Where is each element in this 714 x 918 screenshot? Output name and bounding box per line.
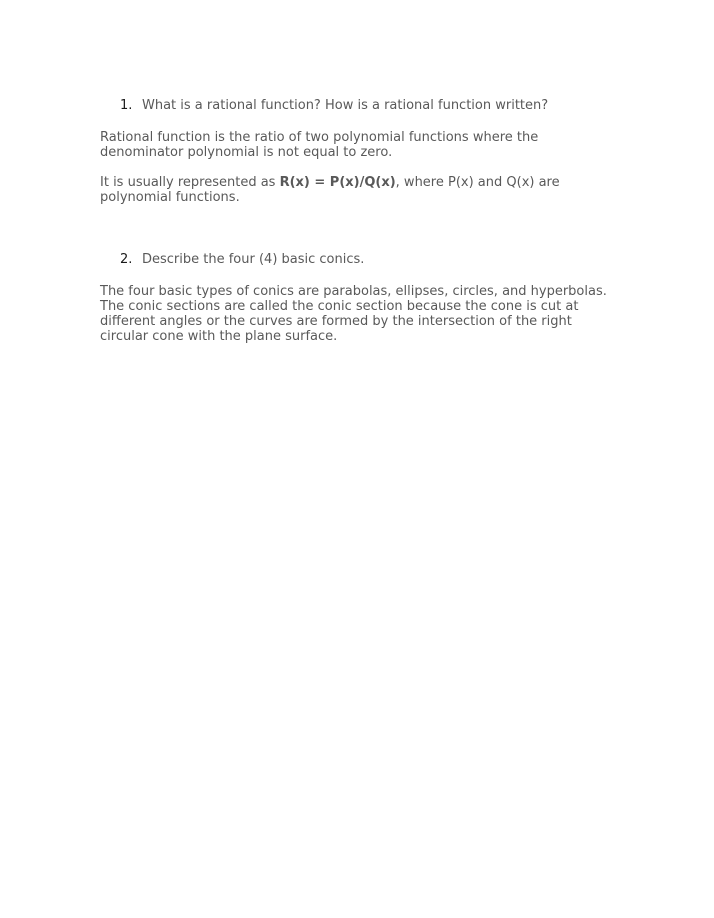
question-number: 1. [120, 98, 133, 113]
question-1 [120, 98, 548, 113]
answer-1-paragraph-2 [100, 175, 610, 205]
answer-line: polynomial functions. [100, 190, 240, 205]
answer-line: denominator polynomial is not equal to zero. [100, 145, 393, 160]
answer-line: Rational function is the ratio of two polynomial functions where the [100, 130, 539, 145]
answer-2-paragraph-1 [100, 284, 610, 344]
question-2 [120, 252, 364, 267]
answer-text: It is usually represented as [100, 175, 280, 190]
formula: R(x) = P(x)/Q(x) [279, 175, 396, 190]
answer-line [100, 175, 610, 190]
answer-text: , where P(x) and Q(x) are [395, 175, 560, 190]
answer-line: circular cone with the plane surface. [100, 329, 338, 344]
question-text: What is a rational function? How is a rational function written? [142, 98, 549, 113]
question-text: Describe the four (4) basic conics. [142, 252, 365, 267]
answer-line: The conic sections are called the conic section because the cone is cut at [100, 299, 579, 314]
answer-line: The four basic types of conics are parabolas, ellipses, circles, and hyperbolas. [100, 284, 607, 299]
answer-line: different angles or the curves are formed by the intersection of the right [100, 314, 572, 329]
question-number: 2. [120, 252, 133, 267]
answer-1-paragraph-1 [100, 130, 610, 160]
